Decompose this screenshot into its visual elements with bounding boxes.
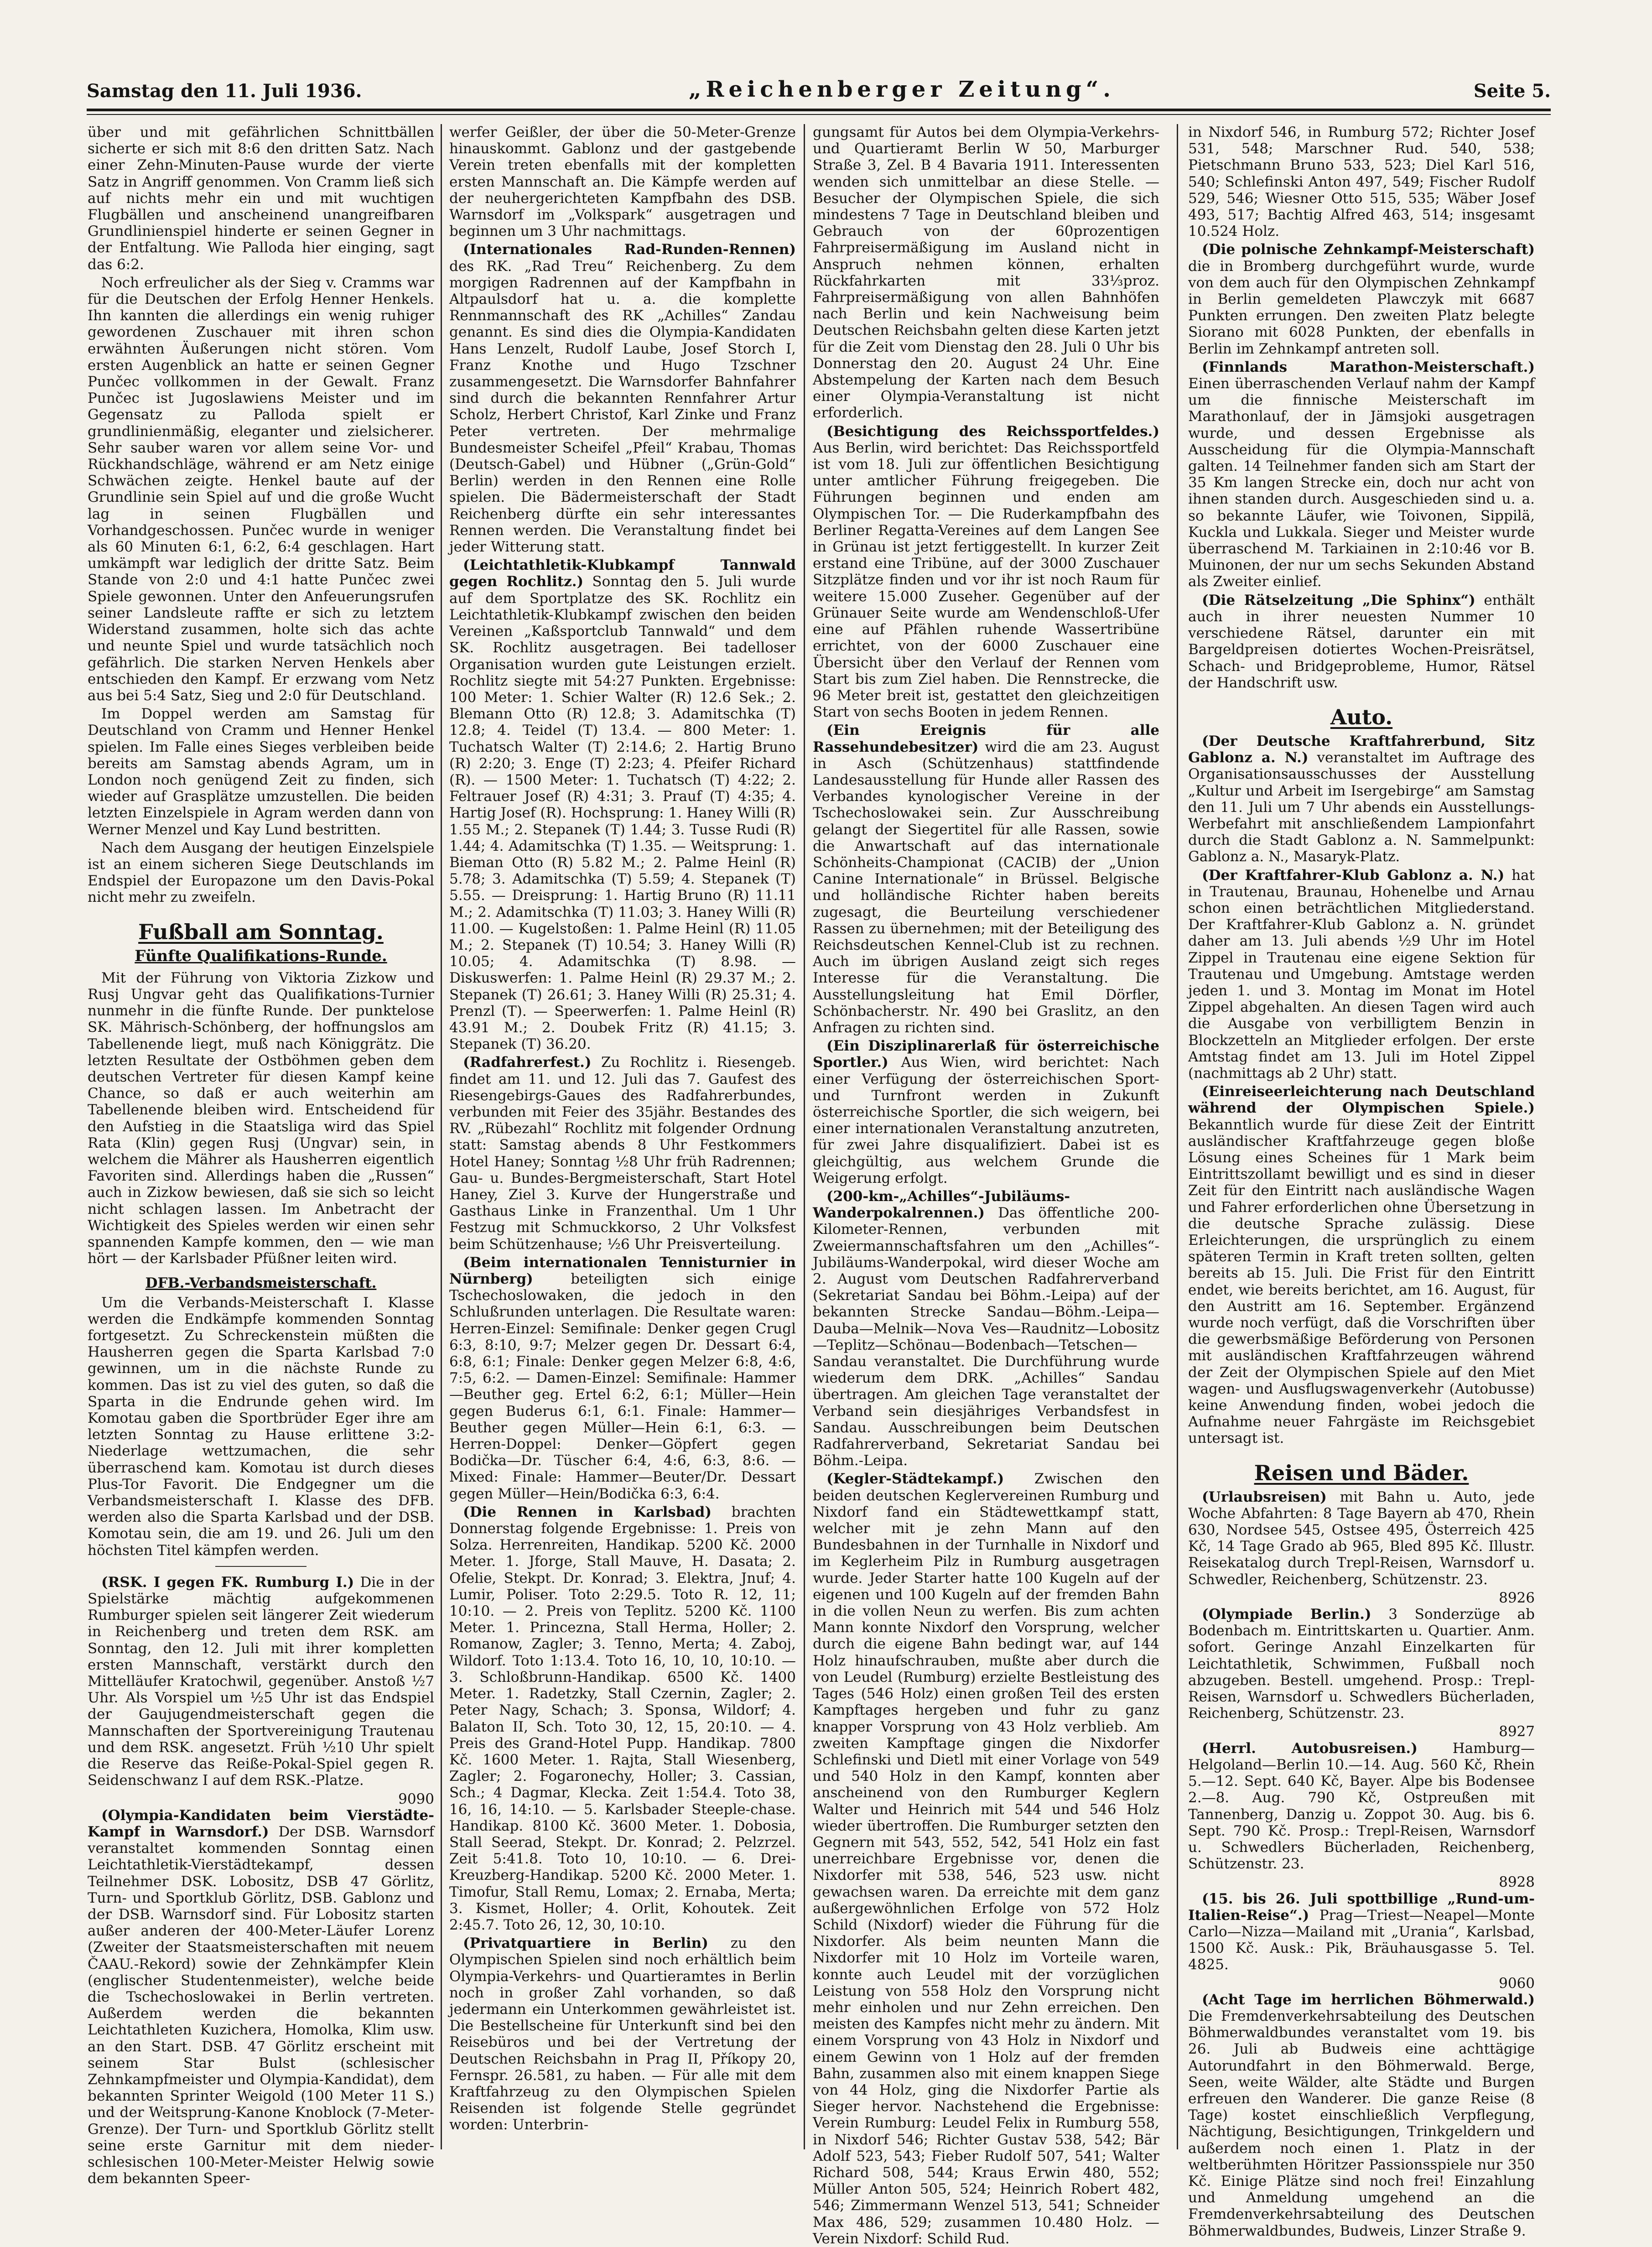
column-1 [88,124,434,2187]
item-lead: (Herrl. Autobusreisen.) [1202,1740,1418,1757]
header-rule-thin [87,114,1551,115]
item-text: Die in der Spielstärke mächtig aufgekommenen Rumburger spielen seit längerer Zeit wiederum in Reichenberg und treten dem RSK. am Sonntag, den 12. Juli mit ihrer kompletten ersten Mannschaft, verstärkt durch den Mittelläufer Kratochwil, gegenüber. Anstoß ½7 Uhr. Als Vorspiel um ½5 Uhr ist das Endspiel der Gaujugendmeisterschaft gegen die Mannschaften der Sportvereinigung Trautenau und dem RSK. angesetzt. Früh ½10 Uhr spielt die Reserve das Reiße-Pokal-Spiel gegen R. Seidenschwanz I auf dem RSK.-Platze. [88,1574,434,1789]
article-paragraph: Um die Verbands-Meisterschaft I. Klasse werden die Endkämpfe kommenden Sonntag fortgesetzt. Zu Schreckenstein müßten die Hausherren gegen die Sparta Karlsbad 7:0 gewinnen, um in die nächste Runde zu kommen. Das ist zu viel des guten, so daß die Sparta in die Endrunde gehen wird. Im Komotau gaben die Sportbrüder Eger ihre am letzten Sonntag zu Hause erlittene 3:2-Niederlage wettzumachen, die sehr überraschend kam. Komotau ist durch dieses Plus-Tor Favorit. Die Endgegner um die Verbandsmeisterschaft I. Klasse des DFB. werden also die Sparta Karlsbad und der DSB. Komotau sein, die am 19. und 26. Juli um den höchsten Titel kämpfen werden. [88,1294,434,1559]
item-lead: (Olympia-Kandidaten beim Vierstädte-Kampf in Warnsdorf.) [88,1807,434,1840]
item-lead: (Finnlands Marathon-Meisterschaft.) [1202,359,1535,375]
item-lead: (Einreiseerleichterung nach Deutschland während der Olympischen Spiele.) [1188,1083,1535,1117]
issue-date: Samstag den 11. Juli 1936. [87,80,362,102]
ad-code: 9090 [398,1790,434,1807]
ad-code: 9060 [1499,1975,1535,1992]
item-lead: (Kegler-Städtekampf.) [826,1471,1004,1488]
item-lead: (Ein Ereignis für alle Rassehundebesitzer) [813,722,1159,755]
ad-code: 8928 [1499,1874,1535,1891]
article-paragraph: Noch erfreulicher als der Sieg v. Cramms war für die Deutschen der Erfolg Henner Henkels. Ihn kannten die allerdings ein wenig ruhiger gewordenen Zuschauer mit ihren schon erwähnten Äußerungen nicht stören. Vom ersten Augenblick an hatte er seinen Gegner Punčec vollkommen in der Gewalt. Franz Punčec ist Jugoslawiens Meister und im Gegensatz zu Palloda spielt er grundlinienmäßig, eleganter und zielsicherer. Sehr sauber waren vor allem seine Vor- und Rückhandschläge, während er am Netz einige Schwächen zeigte. Henkel baute auf der Grundlinie sein Spiel auf und die große Wucht lag in seinen Flugbällen und Vorhandgeschossen. Punčec wurde in weniger als 60 Minuten 6:1, 6:2, 6:4 geschlagen. Hart umkämpft war lediglich der dritte Satz. Beim Stande von 2:0 und 4:1 hatte Punčec zwei Spiele gewonnen. Unter den Anfeuerungsrufen seiner Landsleute raffte er sich zu letztem Widerstand zusammen, holte sich das achte und neunte Spiel und wurde tatsächlich noch gefährlich. Die starken Nerven Henkels aber entschieden den Kampf. Er erzwang vom Netz aus bei 5:4 Satz, Sieg und 2:0 für Deutschland. [88,274,434,704]
item-lead: (Besichtigung des Reichssportfeldes.) [826,423,1159,440]
page-header [87,77,1551,105]
item-lead: (200-km-„Achilles“-Jubiläums-Wanderpokalrennen.) [813,1188,1070,1222]
item-text: wird die am 23. August in Asch (Schützenhaus) stattfindende Landesausstellung für Hunde aller Rassen des Verbandes kynologischer Vereine in der Tschechoslowakei sein. Zur Ausschreibung gelangt der Siegertitel für alle Rassen, sowie die Anwartschaft auf das internationale Schönheits-Championat (CACIB) der „Union Canine Internationale“ in Brüssel. Belgische und holländische Richter haben bereits zugesagt, die Beurteilung verschiedener Rassen zu übernehmen; mit der Beteiligung des Reichsdeutschen Kennel-Club ist zu rechnen. Auch im übrigen Ausland zeigt sich reges Interesse für die Veranstaltung. Die Ausstellungsleitung hat Emil Dörfler, Schönbacherstr. Nr. 490 bei Graslitz, an den Anfragen zu richten sind. [813,739,1159,1036]
item-lead: (15. bis 26. Juli spottbillige „Rund-um-Italien-Reise“.) [1188,1890,1535,1924]
column-divider [441,124,442,2149]
section-heading-auto: Auto. [1330,704,1393,729]
column-2 [449,124,796,2154]
item-lead: (Die Rennen in Karlsbad) [463,1503,712,1520]
item-lead: (Privatquartiere in Berlin) [463,1935,708,1952]
item-lead: (Die polnische Zehnkampf-Meisterschaft) [1202,241,1535,258]
item-text: Sonntag den 5. Juli wurde auf dem Sportplatze des SK. Rochlitz ein Leichtathletik-Klubkampf zwischen den beiden Vereinen „Kaßsportclub Tannwald“ und dem SK. Rochlitz ausgetragen. Bei tadelloser Organisation wurden gute Leistungen erzielt. Rochlitz siegte mit 54:27 Punkten. Ergebnisse: 100 Meter: 1. Schier Walter (R) 12.6 Sek.; 2. Blemann Otto (R) 12.8; 3. Adamitschka (T) 12.8; 4. Teidel (T) 13.4. — 800 Meter: 1. Tuchatsch Walter (T) 2:14.6; 2. Hartig Bruno (R) 2:20; 3. Enge (T) 2:23; 4. Pfeifer Richard (R). — 1500 Meter: 1. Tuchatsch (T) 4:22; 2. Feltrauer Josef (R) 4:31; 3. Prauf (T) 4:35; 4. Hartig Josef (R). Hochsprung: 1. Haney Willi (R) 1.55 M.; 2. Stepanek (T) 1.44; 3. Tusse Rudi (R) 1.44; 4. Adamitschka (T) 1.35. — Weitsprung: 1. Bieman Otto (R) 5.82 M.; 2. Palme Heinl (R) 5.78; 3. Adamitschka (T) 5.59; 4. Stepanek (T) 5.55. — Dreisprung: 1. Hartig Bruno (R) 11.11 M.; 2. Adamitschka (T) 11.03; 3. Haney Willi (R) 11.00. — Kugelstoßen: 1. Palme Heinl (R) 11.05 M.; 2. Stepanek (T) 10.54; 3. Haney Willi (R) 10.05; 4. Adamitschka (T) 8.98. — Diskuswerfen: 1. Palme Heinl (R) 29.37 M.; 2. Stepanek (T) 26.61; 3. Haney Willi (R) 25.31; 4. Prenzl (T). — Speerwerfen: 1. Palme Heinl (R) 43.91 M.; 2. Doubek Fritz (R) 41.15; 3. Stepanek (T) 36.20. [449,573,796,1053]
header-rule [87,109,1551,111]
ad-code: 8926 [1499,1589,1535,1606]
item-text: Aus Berlin, wird berichtet: Das Reichssportfeld ist vom 18. Juli zur öffentlichen Besichtigung unter amtlicher Führung freigegeben. Die Führungen beginnen und enden am Olympischen Tor. — Die Ruderkampfbahn des Berliner Regatta-Vereines auf dem Langen See in Grünau ist jetzt fertiggestellt. In kurzer Zeit erstand eine Tribüne, auf der 3000 Zuschauer Sitzplätze finden und vor ihr ist noch Raum für weitere 15.000 Zuseher. Gegenüber auf der Grünauer Seite wurde am Wendenschloß-Ufer eine auf Pfählen ruhende Wassertribüne errichtet, von der 6000 Zuschauer eine Übersicht über den Verlauf der Rennen vom Start bis zum Ziel haben. Die Rennstrecke, die 96 Meter breit ist, gestattet den gleichzeitigen Start von sechs Booten in jedem Rennen. [813,439,1159,721]
item-lead: (Internationales Rad-Runden-Rennen) [463,241,796,258]
subheading-qualification: Fünfte Qualifikations-Runde. [135,947,387,965]
section-heading-football: Fußball am Sonntag. [138,919,384,944]
item-text: des RK. „Rad Treu“ Reichenberg. Zu dem morgigen Radrennen auf der Kampfbahn in Altpaulsdorf hat u. a. die komplette Rennmannschaft des RK „Achilles“ Zandau genannt. Es sind dies die Olympia-Kandidaten Hans Lenzelt, Rudolf Laube, Josef Storch I, Franz Knothe und Hugo Tzschner zusammengesetzt. Die Warnsdorfer Bahnfahrer sind durch die bekannten Rennfahrer Artur Scholz, Herbert Christof, Karl Zinke und Franz Peter vertreten. Der mehrmalige Bundesmeister Scheifel „Pfeil“ Krabau, Thomas (Deutsch-Gabel) und Hübner („Grün-Gold“ Berlin) werden in den Rennen eine Rolle spielen. Die Bädermeisterschaft der Stadt Reichenberg dürfte ein sehr interessantes Rennen werden. Die Veranstaltung findet bei jeder Witterung statt. [449,258,796,556]
article-paragraph: werfer Geißler, der über die 50-Meter-Grenze hinauskommt. Gablonz und der gastgebende Verein treten ebenfalls mit der kompletten ersten Mannschaft an. Die Kämpfe werden auf der neuhergerichteten Kampfbahn des DSB. Warnsdorf im „Volkspark“ ausgetragen und beginnen um 3 Uhr nachmittags. [449,124,796,240]
item-lead: (Olympiade Berlin.) [1202,1606,1371,1623]
item-text: Prag—Triest—Neapel—Monte Carlo—Nizza—Mailand mit „Urania“, Karlsbad, 1500 Kč. Ausk.: Pik, Bräuhausgasse 5. Tel. 4825. [1188,1907,1535,1973]
column-divider [804,124,805,2149]
item-text: mit Bahn u. Auto, jede Woche Abfahrten: 8 Tage Bayern ab 470, Rhein 630, Nordsee 545, Ostsee 495, Österreich 425 Kč, 14 Tage Grado ab 965, Bled 895 Kč. Illustr. Reisekatalog durch Trepl-Reisen, Warnsdorf u. Schwedler, Reichenberg, Schützenstr. 23. [1188,1488,1535,1588]
column-4 [1188,124,1535,2239]
item-text: Die Fremdenverkehrsabteilung des Deutschen Böhmerwaldbundes veranstaltet vom 19. bis 26. Juli ab Budweis eine achttägige Autorundfahrt in den Böhmerwald. Berge, Seen, weite Wälder, alte Städte und Burgen erfreuen den Wanderer. Die ganze Reise (8 Tage) kostet einschließlich Verpflegung, Nächtigung, Besichtigungen, Trinkgeldern und außerdem noch einen 1. Platz in der weltberühmten Höritzer Passionsspiele nur 350 Kč. Einige Plätze sind noch frei! Einzahlung und Anmeldung umgehend an die Fremdenverkehrsabteilung des Deutschen Böhmerwaldbundes, Budweis, Linzer Straße 9. [1188,2008,1535,2239]
separator [215,1566,307,1567]
article-paragraph: über und mit gefährlichen Schnittbällen sicherte er sich mit 8:6 den dritten Satz. Nach einer Zehn-Minuten-Pause wurde der vierte Satz in Angriff genommen. Von Cramm ließ sich auf nichts mehr ein und mit wuchtigen Flugbällen und anscheinend unangreifbaren Grundlinienspiel hinderte er seinen Gegner in der Entfaltung. Wie Palloda hier einging, sagt das 6:2. [88,124,434,273]
article-paragraph: in Nixdorf 546, in Rumburg 572; Richter Josef 531, 548; Marschner Rud. 540, 538; Pietschmann Bruno 533, 523; Diel Karl 516, 540; Schlefinski Anton 497, 549; Fischer Rudolf 529, 546; Wiesner Otto 515, 535; Wäber Josef 493, 517; Bachtig Alfred 463, 514; insgesamt 10.524 Holz. [1188,124,1535,240]
item-lead: (RSK. I gegen FK. Rumburg I.) [101,1574,354,1591]
column-3 [813,124,1159,2247]
section-heading-travel: Reisen und Bäder. [1254,1460,1469,1485]
item-text: 3 Sonderzüge ab Bodenbach m. Eintrittskarten u. Quartier. Anm. sofort. Geringe Anzahl Einzelkarten für Leichtathletik, Schwimmen, Fußball noch abzugeben. Bestell. umgehend. Prosp.: Trepl-Reisen, Warnsdorf u. Schwedlers Bücherladen, Reichenberg, Schützenstr. 23. [1188,1606,1535,1722]
item-text: Das öffentliche 200-Kilometer-Rennen, verbunden mit Zweiermannschaftsfahren um den „Achilles“-Jubiläums-Wanderpokal, wird dieser Woche am 2. August vom Deutschen Radfahrerverband (Sekretariat Sandau bei Böhm.-Leipa) auf der bekannten Strecke Sandau—Böhm.-Leipa—Dauba—Melnik—Nova Ves—Raudnitz—Lobositz—Teplitz—Schönau—Bodenbach—Tetschen—Sandau veranstaltet. Die Durchführung wurde wiederum dem DRK. „Achilles“ Sandau übertragen. Am gleichen Tage veranstaltet der Verband sein diesjähriges Verbandsfest in Sandau. Ausschreibungen beim Deutschen Radfahrerverband, Sekretariat Sandau bei Böhm.-Leipa. [813,1205,1159,1469]
item-text: die in Bromberg durchgeführt wurde, wurde von dem auch für den Olympischen Zehnkampf in Berlin gemeldeten Plawczyk mit 6687 Punkten errungen. Den zweiten Platz belegte Siorano mit 6028 Punkten, der ebenfalls in Berlin im Zehnkampf antreten soll. [1188,258,1535,357]
item-lead: (Der Deutsche Kraftfahrerbund, Sitz Gablonz a. N.) [1188,733,1535,766]
article-paragraph: Mit der Führung von Viktoria Zizkow und Rusj Ungvar geht das Qualifikations-Turnier nunmehr in die fünfte Runde. Der punktelose SK. Mährisch-Schönberg, der hoffnungslos am Tabellenende liegt, muß nach Königgrätz. Die letzten Resultate der Ostböhmen geben dem deutschen Vertreter für diesen Kampf keine Chance, so daß er auch weiterhin am Tabellenende bleiben wird. Entscheidend für den Aufstieg in die Staatsliga wird das Spiel Rata (Klin) gegen Rusj (Ungvar) sein, in welchem die Mährer als Hausherren eigentlich Favoriten sind. Allerdings haben die „Russen“ auch in Zizkow bewiesen, daß sie sich so leicht nicht schlagen lassen. Im Anbetracht der Wichtigkeit des Spieles werden wir einen sehr spannenden Kampfe kommen, den — wie man hört — der Karlsbader Pfüßner leiten wird. [88,969,434,1267]
item-lead: (Beim internationalen Tennisturnier in Nürnberg) [449,1254,796,1288]
item-text: Hamburg—Helgoland—Berlin 10.—14. Aug. 560 Kč, Rhein 5.—12. Sept. 640 Kč, Bayer. Alpe bis Bodensee 2.—8. Aug. 790 Kč, Ostpreußen mit Tannenberg, Danzig u. Zoppot 30. Aug. bis 6. Sept. 790 Kč. Prosp.: Trepl-Reisen, Warnsdorf u. Schwedlers Bücherladen, Reichenberg, Schützenstr. 23. [1188,1740,1535,1872]
item-text: Der DSB. Warnsdorf veranstaltet kommenden Sonntag einen Leichtathletik-Vierstädtekampf, dessen Teilnehmer DSK. Lobositz, DSB 47 Görlitz, Turn- und Sportklub Görlitz, DSB. Gablonz und der DSB. Warnsdorf sind. Für Lobositz starten außer anderen der 400-Meter-Läufer Lorenz (Zweiter der Staatsmeisterschaften mit neuem ČAAU.-Rekord) sowie der Zehnkämpfer Klein (englischer Studentenmeister), welche beide die Tschechoslowakei in Berlin vertreten. Außerdem werden die bekannten Leichtathleten Kuzichera, Homolka, Klim usw. an den Start. DSB. 47 Görlitz erscheint mit seinem Star Bulst (schlesischer Zehnkampfmeister und Olympia-Kandidat), dem bekannten Sprinter Weigold (100 Meter 11 S.) und der Weitsprung-Kanone Knoblock (7-Meter-Grenze). Der Turn- und Sportklub Görlitz stellt seine erste Garnitur mit dem nieder-schlesischen 100-Meter-Meister Helwig sowie dem bekannten Speer- [88,1823,434,2187]
item-text: Zu Rochlitz i. Riesengeb. findet am 11. und 12. Juli das 7. Gaufest des Riesengebirgs-Gaues des Radfahrerbundes, verbunden mit Feier des 35jähr. Bestandes des RV. „Rübezahl“ Rochlitz mit folgender Ordnung statt: Samstag abends 8 Uhr Festkommers Hotel Haney; Sonntag ½8 Uhr früh Radrennen; Gau- u. Bundes-Bergmeisterschaft, Start Hotel Haney, Ziel 3. Kurve der Hungerstraße und Gasthaus Linke in Franzenthal. Um 1 Uhr Festzug mit Schmuckkorso, 2 Uhr Volksfest beim Schützenhause; ½6 Uhr Preisverteilung. [449,1054,796,1253]
item-text: Aus Wien, wird berichtet: Nach einer Verfügung der österreichischen Sport- und Turnfront werden in Zukunft österreichische Sportler, die sich weigern, bei einer internationalen Veranstaltung anzutreten, für zwei Jahre disqualifiziert. Dabei ist es gleichgültig, aus welchem Grunde die Weigerung erfolgt. [813,1054,1159,1186]
item-text: enthält auch in ihrer neuesten Nummer 10 verschiedene Rätsel, darunter ein mit Bargeldpreisen dotiertes Wochen-Preisrätsel, Schach- und Bridgeprobleme, Humor, Rätsel der Handschrift usw. [1188,592,1535,691]
column-divider [1177,124,1178,2149]
item-lead: (Urlaubsreisen) [1202,1488,1327,1505]
item-text: Bekanntlich wurde für diese Zeit der Eintritt ausländischer Kraftfahrzeuge gegen bloße Lösung eines Scheines für 1 Mark beim Eintrittszollamt bewilligt und es sind in dieser Zeit für den Eintritt nach ausländische Wagen und Fahrer erforderlichen ohne Übersetzung in die deutsche Sprache zulässig. Diese Erleichterungen, die ursprünglich zu einem späteren Termin in Kraft treten sollten, gelten bereits ab 15. Juli. Die Frist für den Eintritt endet, wie bereits berichtet, am 16. August, für den Austritt am 16. September. Ergänzend wurde noch verfügt, daß die Vorschriften über die gewerbsmäßige Beförderung von Personen mit ausländischen Kraftfahrzeugen während der Zeit der Olympischen Spiele auf den Miet wagen- und Ausflugswagenverkehr (Autobusse) keine Anwendung finden, wobei jedoch die Aufnahme neuer Fahrgäste im Reichsgebiet untersagt ist. [1188,1116,1535,1447]
item-text: Einen überraschenden Verlauf nahm der Kampf um die finnische Meisterschaft im Marathonlauf, der in Jämsjoki ausgetragen wurde, und dessen Ergebnisse als Ausscheidung für die Olympia-Mannschaft galten. 14 Teilnehmer fanden sich am Start der 35 Km langen Strecke ein, doch nur acht von ihnen standen durch. Ausgeschieden sind u. a. so bekannte Läufer, wie Toivonen, Sippilä, Kuckla und Lukkala. Sieger und Meister wurde überraschend M. Tarkiainen in 2:10:46 vor B. Muinonen, der nur um sechs Sekunden Abstand als Zweiter einlief. [1188,375,1535,590]
subheading-dfb: DFB.-Verbandsmeisterschaft. [145,1275,377,1292]
item-text: brachten Donnerstag folgende Ergebnisse: 1. Preis von Solza. Herrenreiten, Handikap. 5200 Kč. 2000 Meter. 1. Jforge, Stall Mauve, H. Dasata; 2. Ofelie, Stekpt. Dr. Konrad; 3. Elektra, Jnuf; 4. Lumir, Poliser. Toto 2:29.5. Toto R. 12, 11; 10:10. — 2. Preis von Teplitz. 5200 Kč. 1100 Meter. 1. Princezna, Stall Herma, Holler; 2. Romanow, Zagler; 3. Tenno, Merta; 4. Zaboj, Wildorf. Toto 1:13.4. Toto 16, 10, 10, 10:10. — 3. Schloßbrunn-Handikap. 6500 Kč. 1400 Meter. 1. Radetzky, Stall Czernin, Zagler; 2. Peter Nagy, Schach; 3. Sponsa, Wildorf; 4. Balaton II, Sch. Toto 30, 12, 15, 20:10. — 4. Preis des Grand-Hotel Pupp. Handikap. 7800 Kč. 1600 Meter. 1. Rajta, Stall Wiesenberg, Zagler; 2. Fogaronechy, Holler; 3. Cassian, Sch.; 4 Dagmar, Klecka. Zeit 1:54.4. Toto 38, 16, 16, 14:10. — 5. Karlsbader Steeple-chase. Handikap. 8100 Kč. 3600 Meter. 1. Dobosia, Stall Seerad, Stekpt. Dr. Konrad; 2. Pelzrzel. Zeit 5:41.8. Toto 10, 10:10. — 6. Drei-Kreuzberg-Handikap. 5200 Kč. 2000 Meter. 1. Timofur, Stall Remu, Lomax; 2. Ernaba, Merta; 3. Kismet, Holler; 4. Orlit, Kohoutek. Zeit 2:45.7. Toto 26, 12, 30, 10:10. [449,1503,796,1933]
item-lead: (Der Kraftfahrer-Klub Gablonz a. N.) [1202,867,1505,884]
newspaper-title: „Reichenberger Zeitung“. [689,77,1115,102]
ad-code: 8927 [1499,1723,1535,1740]
article-paragraph: Nach dem Ausgang der heutigen Einzelspiele ist an einem sicheren Siege Deutschlands im Endspiel der Europazone um den Davis-Pokal nicht mehr zu zweifeln. [88,839,434,906]
item-lead: (Die Rätselzeitung „Die Sphinx“) [1202,592,1475,609]
item-text: hat in Trautenau, Braunau, Hohenelbe und Arnau schon einen beträchtlichen Mitgliederstand. Der Kraftfahrer-Klub Gablonz a. N. gründet daher am 13. Juli abends ½9 Uhr im Hotel Zippel in Trautenau eine eigene Sektion für Trautenau und Umgebung. Amtstage werden jeden 1. und 3. Montag im Monat im Hotel Zippel abgehalten. An diesen Tagen wird auch die Ausgabe von verbilligtem Benzin in Blockzetteln an Mitglieder erfolgen. Der erste Amtstag findet am 13. Juli im Hotel Zippel (nachmittags ab 2 Uhr) statt. [1188,867,1535,1082]
page-number: Seite 5. [1473,80,1551,102]
item-lead: (Acht Tage im herrlichen Böhmerwald.) [1202,1991,1535,2008]
item-text: zu den Olympischen Spielen sind noch erhältlich beim Olympia-Verkehrs- und Quartieramtes in Berlin noch in großer Zahl vorhanden, so daß jedermann ein Unterkommen gewährleistet ist. Die Bestellscheine für Unterkunft sind bei den Reisebüros und bei der Vertretung der Deutschen Reichsbahn in Prag II, Příkopy 20, Fernspr. 26.581, zu haben. — Für alle mit dem Kraftfahrzeug zu den Olympischen Spielen Reisenden ist folgende Stelle gegründet worden: Unterbrin- [449,1935,796,2133]
item-text: Zwischen den beiden deutschen Keglervereinen Rumburg und Nixdorf fand ein Städtewettkampf statt, welcher mit je zehn Mann auf den Bundesbahnen in der Turnhalle in Nixdorf und im Keglerheim Pilz in Rumburg ausgetragen wurde. Jeder Starter hatte 100 Kugeln auf der eigenen und 100 Kugeln auf der fremden Bahn in die vollen Neun zu werfen. Bis zum achten Mann konnte Nixdorf den Vorsprung, welcher durch die eigene Bahn bedingt war, auf 144 Holz hinaufschrauben, mußte aber durch die von Leudel (Rumburg) erzielte Bestleistung des Tages (546 Holz) einen großen Teil des ersten Kampftages hergeben und fuhr zu ganz knapper Vorsprung von 43 Holz verblieb. Am zweiten Kampftage gingen die Nixdorfer Schlefinski und Dietl mit einer Vorlage von 549 und 540 Holz in den Kampf, konnten aber anscheinend von den Rumburger Keglern Walter und Heinrich mit 544 und 546 Holz wieder übertroffen. Die Rumburger setzten den Gegnern mit 543, 552, 542, 541 Holz ein fast unerreichbare Ergebnisse vor, denen die Nixdorfer mit 538, 546, 523 usw. nicht gewachsen waren. Da erreichte mit dem ganz außergewöhnlichen Erfolge von 572 Holz Schild (Nixdorf) wieder die Führung für die Nixdorfer. Als beim neunten Mann die Nixdorfer mit 10 Holz im Vorteile waren, konnte auch Leudel mit der vorzüglichen Leistung von 558 Holz den Vorsprung nicht mehr einholen und nur Zehn erreichen. Den meisten des Kampfes nicht mehr zu ändern. Mit einem Vorsprung von 43 Holz in Nixdorf und einem Gewinn von 1 Holz auf der fremden Bahn, zusammen also mit einem knappen Siege von 44 Holz, ging die Nixdorfer Partie als Sieger hervor. Nachstehend die Ergebnisse: Verein Rumburg: Leudel Felix in Rumburg 558, in Nixdorf 546; Richter Gustav 538, 542; Bär Adolf 523, 543; Fieber Rudolf 507, 541; Walter Richard 508, 544; Kraus Erwin 480, 552; Müller Anton 505, 524; Heinrich Robert 482, 546; Zimmermann Wenzel 513, 541; Schneider Max 486, 529; zusammen 10.480 Holz. — Verein Nixdorf: Schild Rud. [813,1471,1159,2247]
item-lead: (Ein Disziplinarerlaß für österreichische Sportler.) [813,1038,1159,1071]
item-lead: (Radfahrerfest.) [463,1054,592,1071]
item-text: beteiligten sich einige Tschechoslowaken, die jedoch in den Schlußrunden unterlagen. Die Resultate waren: Herren-Einzel: Semifinale: Denker gegen Crugl 6:3, 8:10, 9:7; Melzer gegen Dr. Dessart 6:4, 6:8, 6:1; Finale: Denker gegen Melzer 6:8, 4:6, 7:5, 6:2. — Damen-Einzel: Semifinale: Hammer—Beuther geg. Ertel 6:2, 6:1; Müller—Hein gegen Buderus 6:1, 6:1. Finale: Hammer—Beuther gegen Müller—Hein 6:1, 6:3. — Herren-Doppel: Denker—Göpfert gegen Bodička—Dr. Tüscher 6:4, 4:6, 6:3, 8:6. — Mixed: Finale: Hammer—Beuter/Dr. Dessart gegen Müller—Hein/Bodička 6:3, 6:4. [449,1271,796,1502]
item-text: veranstaltet im Auftrage des Organisationsausschusses der Ausstellung „Kultur und Arbeit im Isergebirge“ am Samstag den 11. Juli um 7 Uhr abends ein Ausstellungs-Werbefahrt mit anschließendem Lampionfahrt durch die Stadt Gablonz a. N. Sammelpunkt: Gablonz a. N., Masaryk-Platz. [1188,749,1535,865]
article-paragraph: gungsamt für Autos bei dem Olympia-Verkehrs- und Quartieramt Berlin W 50, Marburger Straße 3, Zel. B 4 Bavaria 1911. Interessenten wenden sich unmittelbar an diese Stelle. — Besucher der Olympischen Spiele, die sich mindestens 7 Tage in Deutschland bleiben und Gebrauch von der 60prozentigen Fahrpreisermäßigung im Ausland nicht in Anspruch nehmen können, erhalten Rückfahrkarten mit 33⅓proz. Fahrpreisermäßigung von allen Bahnhöfen nach Berlin und kein Nachweisung beim Deutschen Reichsbahn gelten diese Karten jetzt für die Zeit vom Dienstag den 28. Juli 0 Uhr bis Donnerstag den 20. August 24 Uhr. Eine Abstempelung der Karten nach dem Besuch einer Olympia-Veranstaltung ist nicht erforderlich. [813,124,1159,421]
article-paragraph: Im Doppel werden am Samstag für Deutschland von Cramm und Henner Henkel spielen. Im Falle eines Sieges verbleiben beide bereits am Samstag abends Agram, um in London noch genügend Zeit zu finden, sich wieder auf Grasplätze umzustellen. Die beiden letzten Einzelspiele in Agram werden dann von Werner Menzel und Kay Lund bestritten. [88,706,434,838]
item-lead: (Leichtathletik-Klubkampf Tannwald gegen Rochlitz.) [449,557,796,590]
